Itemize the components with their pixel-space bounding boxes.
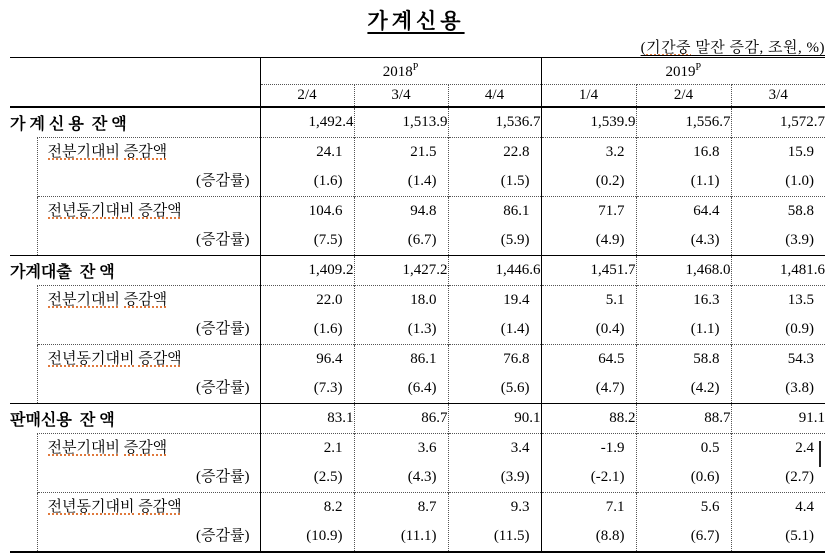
header-corner-cell (10, 58, 260, 108)
qoq-cell: 21.5 (1.4) (354, 138, 448, 197)
yoy-label: 전년동기대비 (47, 499, 135, 515)
yoy-cell: 58.8 (4.2) (636, 345, 731, 404)
balance-value: 1,492.4 (260, 107, 354, 138)
qoq-cell: 3.6 (4.3) (354, 434, 448, 493)
balance-value: 1,481.6 (731, 256, 825, 286)
qoq-cell: 2.4 (2.7) (731, 434, 825, 493)
yoy-cell: 7.1 (8.8) (541, 493, 636, 553)
balance-value: 1,468.0 (636, 256, 731, 286)
yoy-cell: 86.1 (5.9) (448, 197, 541, 256)
qoq-cell: 22.0 (1.6) (260, 286, 354, 345)
page-title-wrap (0, 5, 832, 35)
table-row (10, 256, 825, 286)
indent-spacer (10, 197, 37, 256)
yoy-cell: 64.5 (4.7) (541, 345, 636, 404)
rate-label: (증감률) (196, 321, 250, 337)
qoq-label: 증감액 (123, 144, 168, 160)
qoq-cell: 19.4 (1.4) (448, 286, 541, 345)
yoy-cell: 86.1 (6.4) (354, 345, 448, 404)
yoy-cell: 54.3 (3.8) (731, 345, 825, 404)
yoy-cell: 9.3 (11.5) (448, 493, 541, 553)
qoq-label: 전분기대비 (47, 292, 120, 308)
quarter-header: 4/4 (448, 85, 541, 108)
yoy-cell: 8.7 (11.1) (354, 493, 448, 553)
balance-value: 1,513.9 (354, 107, 448, 138)
qoq-cell: 3.4 (3.9) (448, 434, 541, 493)
yoy-label: 증감액 (138, 203, 182, 219)
yoy-cell: 71.7 (4.9) (541, 197, 636, 256)
qoq-label: 전분기대비 (47, 144, 120, 160)
rate-label: (증감률) (196, 380, 250, 396)
quarter-header: 1/4 (541, 85, 636, 108)
qoq-cell: 3.2 (0.2) (541, 138, 636, 197)
yoy-cell: 76.8 (5.6) (448, 345, 541, 404)
yoy-label: 증감액 (138, 499, 182, 515)
provisional-sup: P (695, 61, 702, 73)
yoy-cell: 104.6 (7.5) (260, 197, 354, 256)
qoq-cell: 16.8 (1.1) (636, 138, 731, 197)
yoy-label: 전년동기대비 (47, 351, 135, 367)
qoq-cell: 2.1 (2.5) (260, 434, 354, 493)
rate-label: (증감률) (196, 173, 250, 189)
balance-value: 91.1 (731, 404, 825, 434)
household-credit-table (10, 57, 825, 553)
rate-label: (증감률) (196, 232, 250, 248)
qoq-cell: 24.1 (1.6) (260, 138, 354, 197)
table-row (10, 107, 825, 138)
balance-value: 83.1 (260, 404, 354, 434)
quarter-header: 2/4 (636, 85, 731, 108)
balance-value: 1,556.7 (636, 107, 731, 138)
yoy-cell: 4.4 (5.1) (731, 493, 825, 553)
section-balance-label: 가 계 신 용 잔 액 (10, 107, 260, 138)
yoy-cell: 96.4 (7.3) (260, 345, 354, 404)
qoq-label-cell (37, 434, 260, 493)
qoq-cell: 0.5 (0.6) (636, 434, 731, 493)
balance-value: 88.7 (636, 404, 731, 434)
quarter-header: 2/4 (260, 85, 354, 108)
year-label: 2018 (382, 63, 413, 80)
qoq-cell: 15.9 (1.0) (731, 138, 825, 197)
year-2019-header (541, 58, 825, 85)
table-row (10, 345, 825, 404)
yoy-cell: 5.6 (6.7) (636, 493, 731, 553)
rate-label: (증감률) (196, 469, 250, 485)
indent-spacer (10, 138, 37, 197)
qoq-label-cell (37, 138, 260, 197)
balance-value: 1,451.7 (541, 256, 636, 286)
balance-value: 1,427.2 (354, 256, 448, 286)
year-label: 2019 (665, 63, 696, 80)
yoy-cell: 58.8 (3.9) (731, 197, 825, 256)
qoq-cell: -1.9 (-2.1) (541, 434, 636, 493)
qoq-label: 전분기대비 (47, 440, 120, 456)
indent-spacer (10, 345, 37, 404)
yoy-cell: 8.2 (10.9) (260, 493, 354, 553)
unit-note-rest: 말잔 증감, 조원, %) (691, 40, 825, 56)
indent-spacer (10, 434, 37, 493)
section-balance-label: 판매신용 잔 액 (10, 404, 260, 434)
unit-note-word: 기간중 (646, 40, 692, 56)
qoq-cell: 5.1 (0.4) (541, 286, 636, 345)
qoq-label: 증감액 (123, 440, 168, 456)
table-row (10, 138, 825, 197)
yoy-cell: 64.4 (4.3) (636, 197, 731, 256)
balance-value: 86.7 (354, 404, 448, 434)
balance-value: 1,539.9 (541, 107, 636, 138)
balance-value: 1,446.6 (448, 256, 541, 286)
qoq-cell: 16.3 (1.1) (636, 286, 731, 345)
qoq-cell: 22.8 (1.5) (448, 138, 541, 197)
quarter-header: 3/4 (731, 85, 825, 108)
header-year-row (10, 58, 825, 85)
balance-value: 1,409.2 (260, 256, 354, 286)
balance-value: 90.1 (448, 404, 541, 434)
provisional-sup: P (412, 61, 419, 73)
qoq-cell: 18.0 (1.3) (354, 286, 448, 345)
unit-note (641, 36, 825, 57)
table-row (10, 493, 825, 553)
qoq-label-cell (37, 286, 260, 345)
page-title: 가계신용 (367, 9, 465, 33)
yoy-label-cell (37, 197, 260, 256)
year-2018-header (260, 58, 541, 85)
indent-spacer (10, 286, 37, 345)
balance-value: 1,572.7 (731, 107, 825, 138)
yoy-label: 증감액 (138, 351, 182, 367)
balance-value: 1,536.7 (448, 107, 541, 138)
yoy-label-cell (37, 493, 260, 553)
yoy-label: 전년동기대비 (47, 203, 135, 219)
text-caret (819, 441, 821, 467)
quarter-header: 3/4 (354, 85, 448, 108)
table-row (10, 404, 825, 434)
yoy-cell: 94.8 (6.7) (354, 197, 448, 256)
table-row (10, 434, 825, 493)
table-row (10, 197, 825, 256)
unit-note-open: ( (640, 40, 647, 56)
qoq-cell: 13.5 (0.9) (731, 286, 825, 345)
indent-spacer (10, 493, 37, 553)
balance-value: 88.2 (541, 404, 636, 434)
qoq-label: 증감액 (123, 292, 168, 308)
rate-label: (증감률) (196, 528, 250, 544)
table-row (10, 286, 825, 345)
section-balance-label: 가계대출 잔 액 (10, 256, 260, 286)
yoy-label-cell (37, 345, 260, 404)
